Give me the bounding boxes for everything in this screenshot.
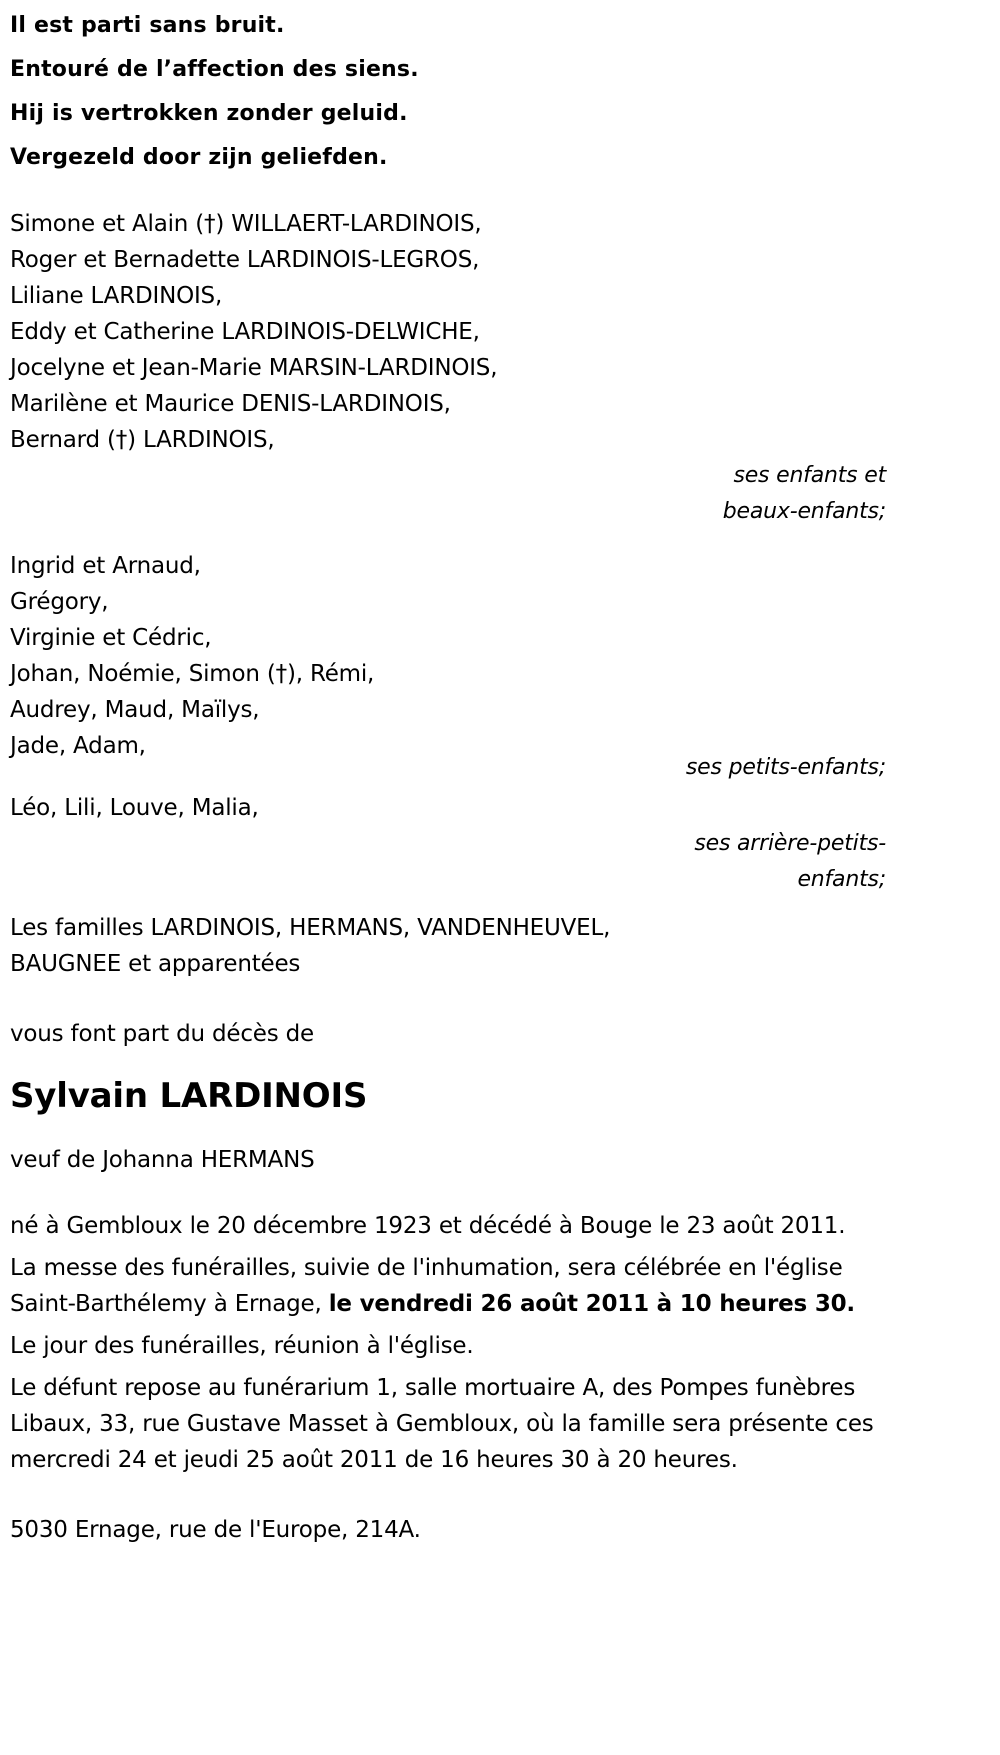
deceased-name: Sylvain LARDINOIS — [10, 1076, 368, 1116]
announcement: vous font part du décès de — [10, 1021, 314, 1047]
children-group — [10, 206, 886, 530]
relationship-label: ses arrière-petits- — [694, 831, 886, 856]
family-member-line: Liliane LARDINOIS, — [10, 283, 223, 309]
birth-death-info: né à Gembloux le 20 décembre 1923 et décédé à Bouge le 23 août 2011. — [10, 1213, 846, 1239]
relationship-label: beaux-enfants; — [722, 499, 886, 524]
grandchildren-group — [10, 548, 886, 786]
motto-line: Il est parti sans bruit. — [10, 13, 285, 38]
motto-line: Entouré de l’affection des siens. — [10, 57, 419, 82]
families-group — [10, 910, 886, 982]
family-member-line: Bernard (†) LARDINOIS, — [10, 427, 275, 453]
funeral-datetime: le vendredi 26 août 2011 à 10 heures 30. — [328, 1291, 855, 1317]
family-address: 5030 Ernage, rue de l'Europe, 214A. — [10, 1517, 421, 1543]
motto — [10, 12, 886, 172]
meeting-info: Le jour des funérailles, réunion à l'église. — [10, 1333, 474, 1359]
family-member-line: Léo, Lili, Louve, Malia, — [10, 795, 259, 821]
family-member-line: Ingrid et Arnaud, — [10, 553, 201, 579]
families-line: BAUGNEE et apparentées — [10, 951, 301, 977]
families-line: Les familles LARDINOIS, HERMANS, VANDENHEUVEL, — [10, 915, 611, 941]
motto-line: Vergezeld door zijn geliefden. — [10, 145, 388, 170]
widower-of: veuf de Johanna HERMANS — [10, 1147, 315, 1173]
motto-line: Hij is vertrokken zonder geluid. — [10, 101, 408, 126]
funeral-info — [10, 1250, 886, 1322]
family-member-line: Jocelyne et Jean-Marie MARSIN-LARDINOIS, — [10, 355, 498, 381]
relationship-label: ses petits-enfants; — [685, 755, 886, 780]
family-member-line: Eddy et Catherine LARDINOIS-DELWICHE, — [10, 319, 480, 345]
great-grandchildren-group — [10, 790, 886, 898]
family-member-line: Virginie et Cédric, — [10, 625, 212, 651]
relationship-label: ses enfants et — [733, 463, 886, 488]
family-member-line: Roger et Bernadette LARDINOIS-LEGROS, — [10, 247, 480, 273]
funeral-intro: La messe des funérailles, suivie de l'inhumation, sera célébrée en l'église Saint-Barthélemy à Ernage, — [10, 1255, 843, 1317]
viewing-info: Le défunt repose au funérarium 1, salle mortuaire A, des Pompes funèbres Libaux, 33, rue Gustave Masset à Gembloux, où la famille sera présente ces mercredi 24 et jeudi 25 août 2011 de 16 heures 30 à 20 heures. — [10, 1375, 874, 1473]
family-member-line: Johan, Noémie, Simon (†), Rémi, — [10, 661, 375, 687]
family-member-line: Simone et Alain (†) WILLAERT-LARDINOIS, — [10, 211, 482, 237]
family-member-line: Jade, Adam, — [10, 733, 146, 759]
family-member-line: Audrey, Maud, Maïlys, — [10, 697, 260, 723]
family-member-line: Marilène et Maurice DENIS-LARDINOIS, — [10, 391, 451, 417]
relationship-label: enfants; — [797, 867, 886, 892]
family-member-line: Grégory, — [10, 589, 109, 615]
